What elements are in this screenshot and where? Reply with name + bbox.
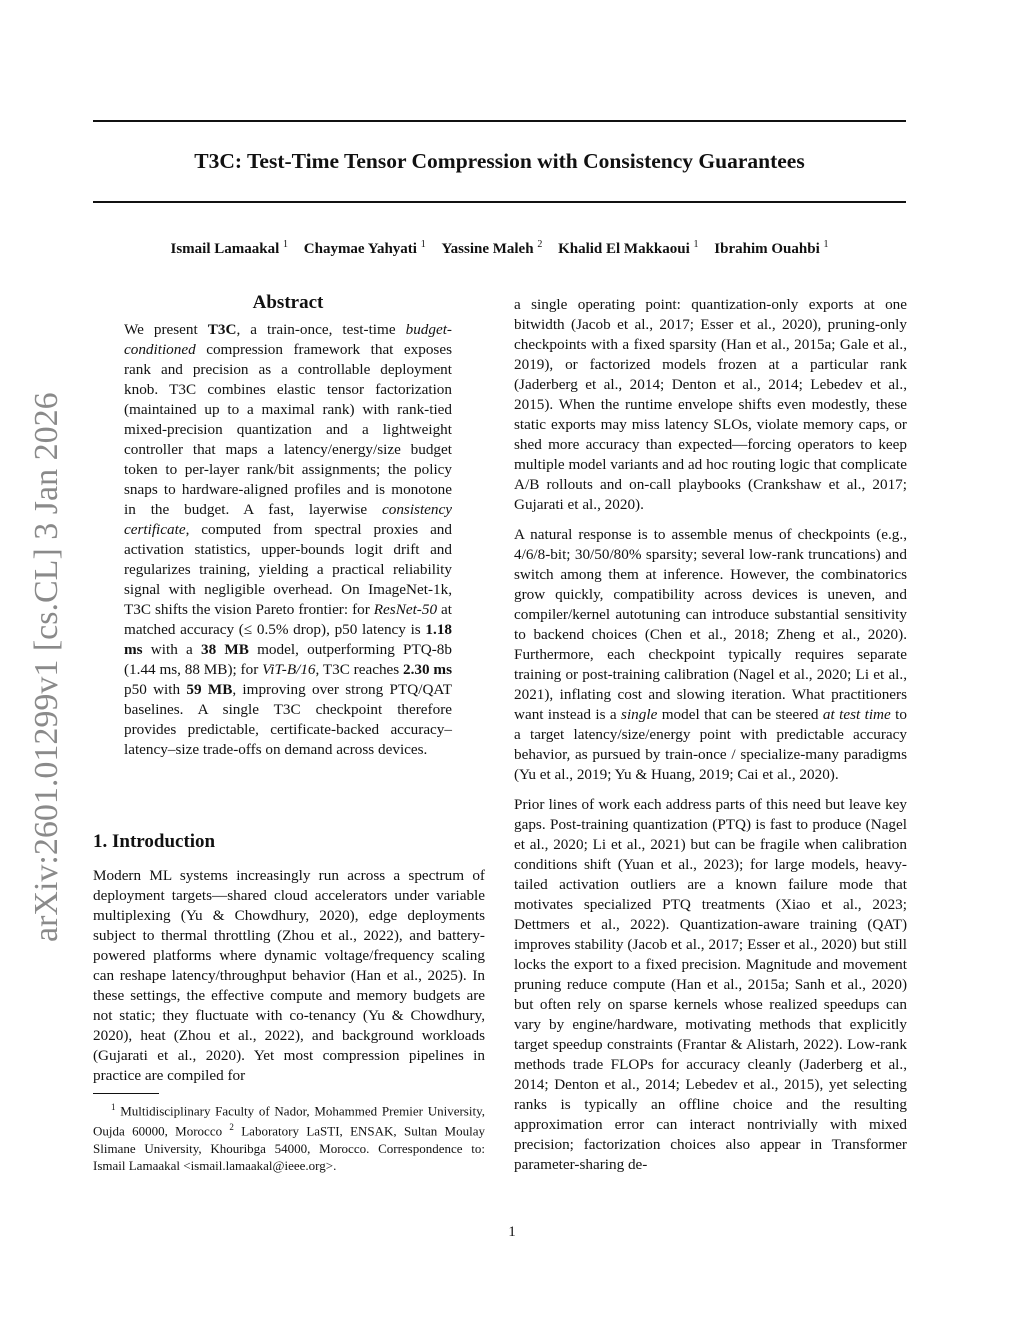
title-bottom-rule [93, 201, 906, 203]
author: Chaymae Yahyati $^1$ [303, 239, 426, 257]
author: Ismail Lamaakal $^1$ [170, 239, 289, 257]
author: Khalid El Makkaoui $^1$ [558, 239, 699, 257]
author: Ibrahim Ouahbi $^1$ [714, 239, 829, 257]
paper-title: T3C: Test-Time Tensor Compression with Consistency Guarantees [194, 149, 805, 173]
right-column [514, 295, 907, 1185]
introduction-heading: 1. Introduction [93, 831, 216, 852]
arxiv-identifier: arXiv:2601.01299v1 [cs.CL] 3 Jan 2026 [28, 392, 65, 942]
body-paragraph: A natural response is to assemble menus of checkpoints (e.g., 4/6/8-bit; 30/50/80% sparsity; several low-rank truncations) and switch among them at inference. However, the combinatorics grow quickly, compatibility across devices is uneven, and compiler/kernel autotuning can introduce substantial sensitivity to backend choices (Chen et al., 2018; Zheng et al., 2020). Furthermore, each checkpoint typically requires separate training or post-training calibration (Nagel et al., 2020; Li et al., 2021), inflating cost and slowing iteration. What practitioners want instead is a single model that can be steered at test time to a target latency/size/energy point with predictable accuracy behavior, as pursued by train-once / specialize-many paradigms (Yu et al., 2019; Yu & Huang, 2019; Cai et al., 2020). [514, 526, 907, 783]
author: Yassine Maleh $^2$ [441, 239, 543, 257]
body-paragraph: a single operating point: quantization-only exports at one bitwidth (Jacob et al., 2017; Esser et al., 2020), pruning-only checkpoints with a fixed sparsity (Han et al., 2015a; Gale et al., 2019), or factorized models frozen at a particular rank (Jaderberg et al., 2014; Denton et al., 2014; Lebedev et al., 2015). When the runtime envelope shifts even modestly, these static exports may miss latency SLOs, violate memory caps, or shed more accuracy than expected—forcing operators to keep multiple model variants and ad hoc routing logic that complicate A/B rollouts and on-call playbooks (Crankshaw et al., 2017; Gujarati et al., 2020). [514, 296, 907, 513]
page-number: 1 [508, 1224, 516, 1240]
body-paragraph: Prior lines of work each address parts of this need but leave key gaps. Post-training quantization (PTQ) is fast to produce (Nagel et al., 2020; Li et al., 2021) but can be fragile when calibration conditions shift (Yuan et al., 2023); for large models, heavy-tailed activation outliers are a known failure mode that motivates specialized PTQ treatments (Xiao et al., 2023; Dettmers et al., 2022). Quantization-aware training (QAT) improves stability (Jacob et al., 2017; Esser et al., 2020) but still locks the export to a fixed precision. Magnitude and movement pruning reduce compute (Han et al., 2015a; Sanh et al., 2020) but often rely on sparse kernels whose realized speedups can vary by engine/hardware, motivating methods that explicitly target speedup constraints (Frantar & Alistarh, 2022). Low-rank methods trade FLOPs for accuracy cleanly (Jaderberg et al., 2014; Denton et al., 2014; Lebedev et al., 2015), yet selecting ranks is typically an offline choice and the resulting approximation error can interact nontrivially with mixed precision; factorization choices also appear in Transformer parameter-sharing de- [514, 796, 907, 1173]
abstract-heading: Abstract [252, 292, 324, 313]
author-list [93, 233, 906, 261]
title-top-rule [93, 120, 906, 122]
introduction-paragraph: Modern ML systems increasingly run across a spectrum of deployment targets—shared cloud accelerators under variable multiplexing (Yu & Chowdhury, 2020), edge deployments subject to thermal throttling (Zhou et al., 2022), and battery-powered platforms where dynamic voltage/frequency scaling can reshape latency/throughput behavior (Han et al., 2025). In these settings, the effective compute and memory budgets are not static; they fluctuate with co-tenancy (Yu & Chowdhury, 2020), heat (Zhou et al., 2022), and background workloads (Gujarati et al., 2020). Yet most compression pipelines in practice are compiled for [93, 867, 485, 1084]
abstract-body: We present T3C, a train-once, test-time budget-conditioned compression framework that exposes rank and precision as a controllable deployment knob. T3C combines elastic tensor factorization (maintained up to a maximal rank) with rank-tied mixed-precision quantization and a lightweight controller that maps a latency/energy/size budget token to per-layer rank/bit assignments; the policy snaps to hardware-aligned profiles and is monotone in the budget. A fast, layerwise consistency certificate, computed from spectral proxies and activation statistics, upper-bounds logit drift and regularizes training, yielding a practical reliability signal with negligible overhead. On ImageNet-1k, T3C shifts the vision Pareto frontier: for ResNet-50 at matched accuracy (≤ 0.5% drop), p50 latency is 1.18 ms with a 38 MB model, outperforming PTQ-8b (1.44 ms, 88 MB); for ViT-B/16, T3C reaches 2.30 ms p50 with 59 MB, improving over strong PTQ/QAT baselines. A single T3C checkpoint therefore provides predictable, certificate-backed accuracy–latency–size trade-offs on demand across devices. [124, 321, 452, 758]
affiliation-footnote: $^1$ Multidisciplinary Faculty of Nador, Mohammed Premier University, Oujda 60000, Morocco $^2$ Laboratory LaSTI, ENSAK, Sultan Moulay Slimane University, Khouribga 54000, Morocco. Correspondence to: Ismail Lamaakal <ismail.lamaakal@ieee.org>. [93, 1102, 485, 1173]
footnote-rule [93, 1093, 159, 1094]
